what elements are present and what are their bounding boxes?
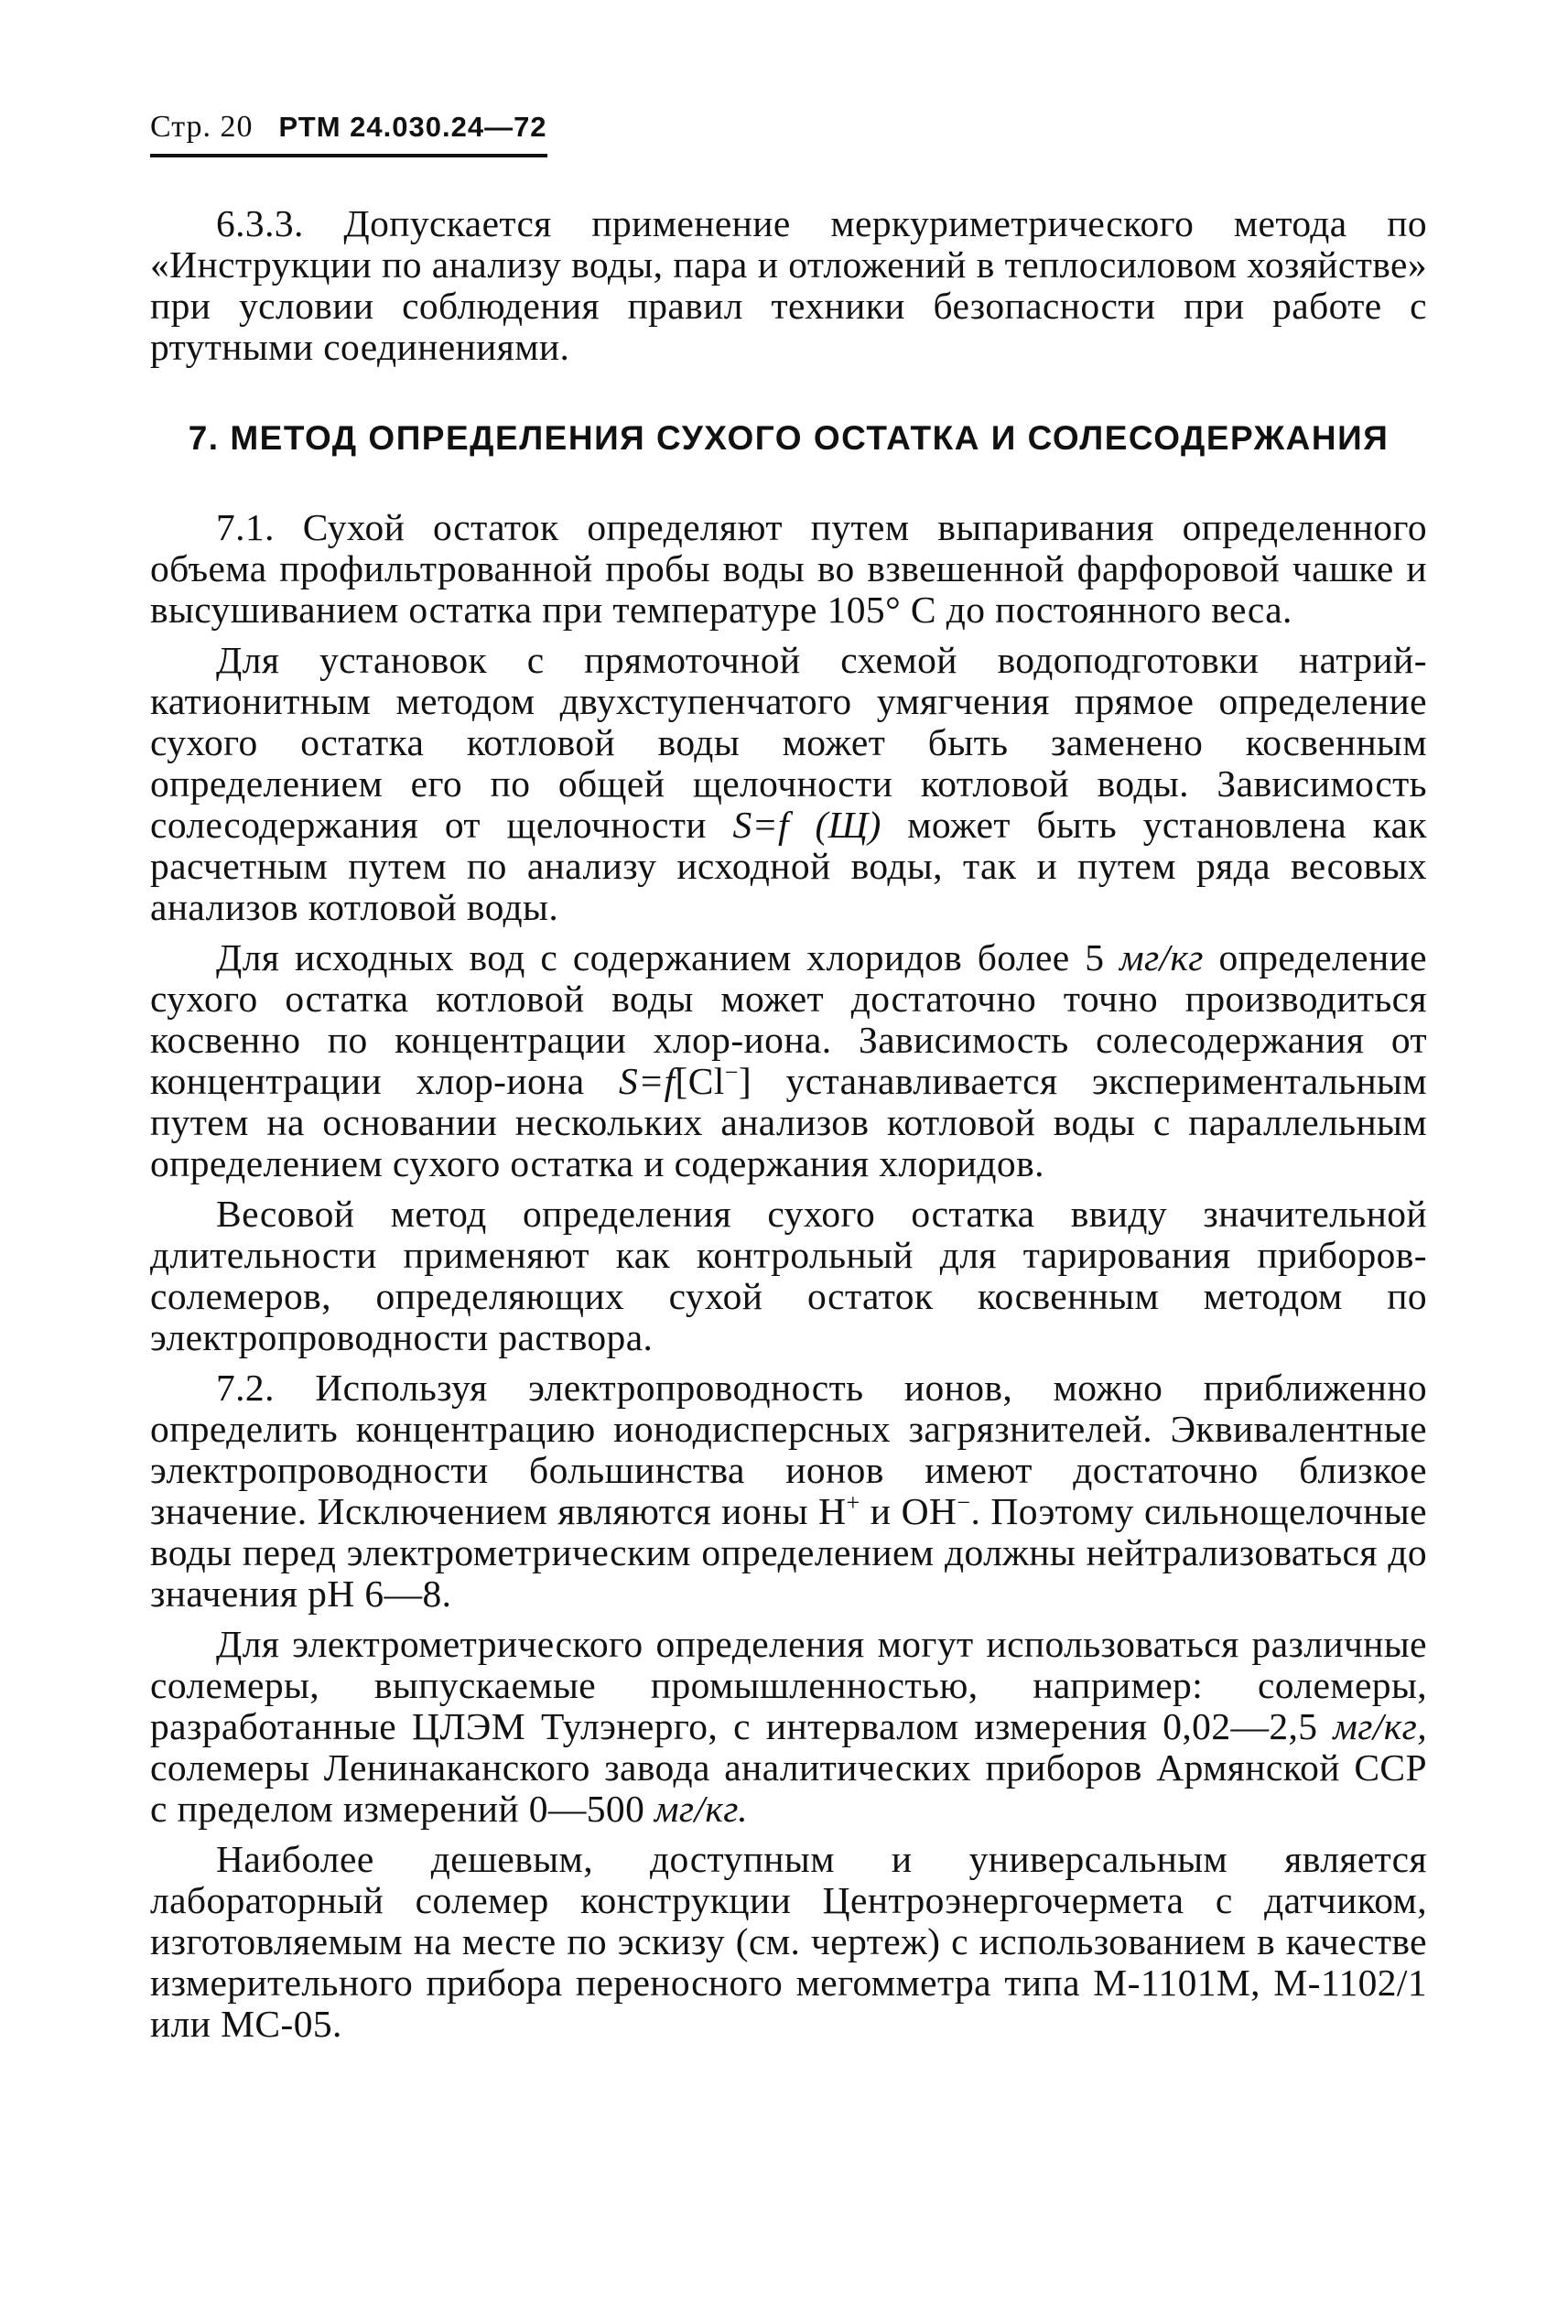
paragraph-weight-method: Весовой метод определения сухого остатка ввиду значительной длительности применяют как контрольный для тарирования приборов-солемеров, определяющих сухой остаток косвенным методом по электропроводности раствора. [150,1193,1427,1358]
paragraph-6-3-3: 6.3.3. Допускается применение меркуриметрического метода по «Инструкции по анализу воды, пара и отложений в теплосиловом хозяйстве» при условии соблюдения правил техники безопасности при работе с ртутными соединениями. [150,202,1427,368]
formula-salinity-alkalinity: S=f (Щ) [732,804,881,846]
paragraph-lab-meter: Наиболее дешевым, доступным и универсальным является лабораторный солемер конструкции Центроэнергочермета с датчиком, изготовляемым на месте по эскизу (см. чертеж) с использованием в качестве измерительного прибора переносного мегомметра типа М-1101М, М-1102/1 или МС-05. [150,1838,1427,2045]
paragraph-7-2: 7.2. Используя электропроводность ионов, можно приближенно определить концентрацию ионодисперсных загрязнителей. Эквивалентные электропроводности большинства ионов имеют достаточно близкое значение. Исключением являются ионы Н+ и ОН−. Поэтому сильнощелочные воды перед электрометрическим определением должны нейтрализоваться до значения рН 6—8. [150,1367,1427,1615]
paragraph-chlorides: Для исходных вод с содержанием хлоридов более 5 мг/кг определение сухого остатка котловой воды может достаточно точно производиться косвенно по концентрации хлор-иона. Зависимость солесодержания от концентрации хлор-иона S=f[Cl−] устанавливается экспериментальным путем на основании нескольких анализов котловой воды с параллельным определением сухого остатка и содержания хлоридов. [150,936,1427,1184]
unit-mg-kg: мг/кг, [1333,1705,1427,1747]
section-title: 7. МЕТОД ОПРЕДЕЛЕНИЯ СУХОГО ОСТАТКА И СОЛЕСОДЕРЖАНИЯ [188,419,1390,457]
paragraph-direct-flow: Для установок с прямоточной схемой водоподготовки натрий-катионитным методом двухступенчатого умягчения прямое определение сухого остатка котловой воды может быть заменено косвенным определением его по общей щелочности котловой воды. Зависимость солесодержания от щелочности S=f (Щ) может быть установлена как расчетным путем по анализу исходной воды, так и путем ряда весовых анализов котловой воды. [150,639,1427,928]
paragraph-salinity-meters: Для электрометрического определения могут использоваться различные солемеры, выпускаемые промышленностью, например: солемеры, разработанные ЦЛЭМ Тулэнерго, с интервалом измерения 0,02—2,5 мг/кг, солемеры Ленинаканского завода аналитических приборов Армянской ССР с пределом измерений 0—500 мг/кг. [150,1623,1427,1830]
unit-mg-kg: мг/кг. [654,1788,749,1830]
unit-mg-kg: мг/кг [1119,936,1204,978]
formula-salinity-chloride: S=f [619,1060,676,1102]
page-number: Стр. 20 [150,110,254,144]
document-code: РТМ 24.030.24—72 [278,111,547,143]
paragraph-7-1: 7.1. Сухой остаток определяют путем выпаривания определенного объема профильтрованной пробы воды во взвешенной фарфоровой чашке и высушиванием остатка при температуре 105° С до постоянного веса. [150,506,1427,631]
document-page [150,110,1427,2054]
page-header [150,110,547,157]
